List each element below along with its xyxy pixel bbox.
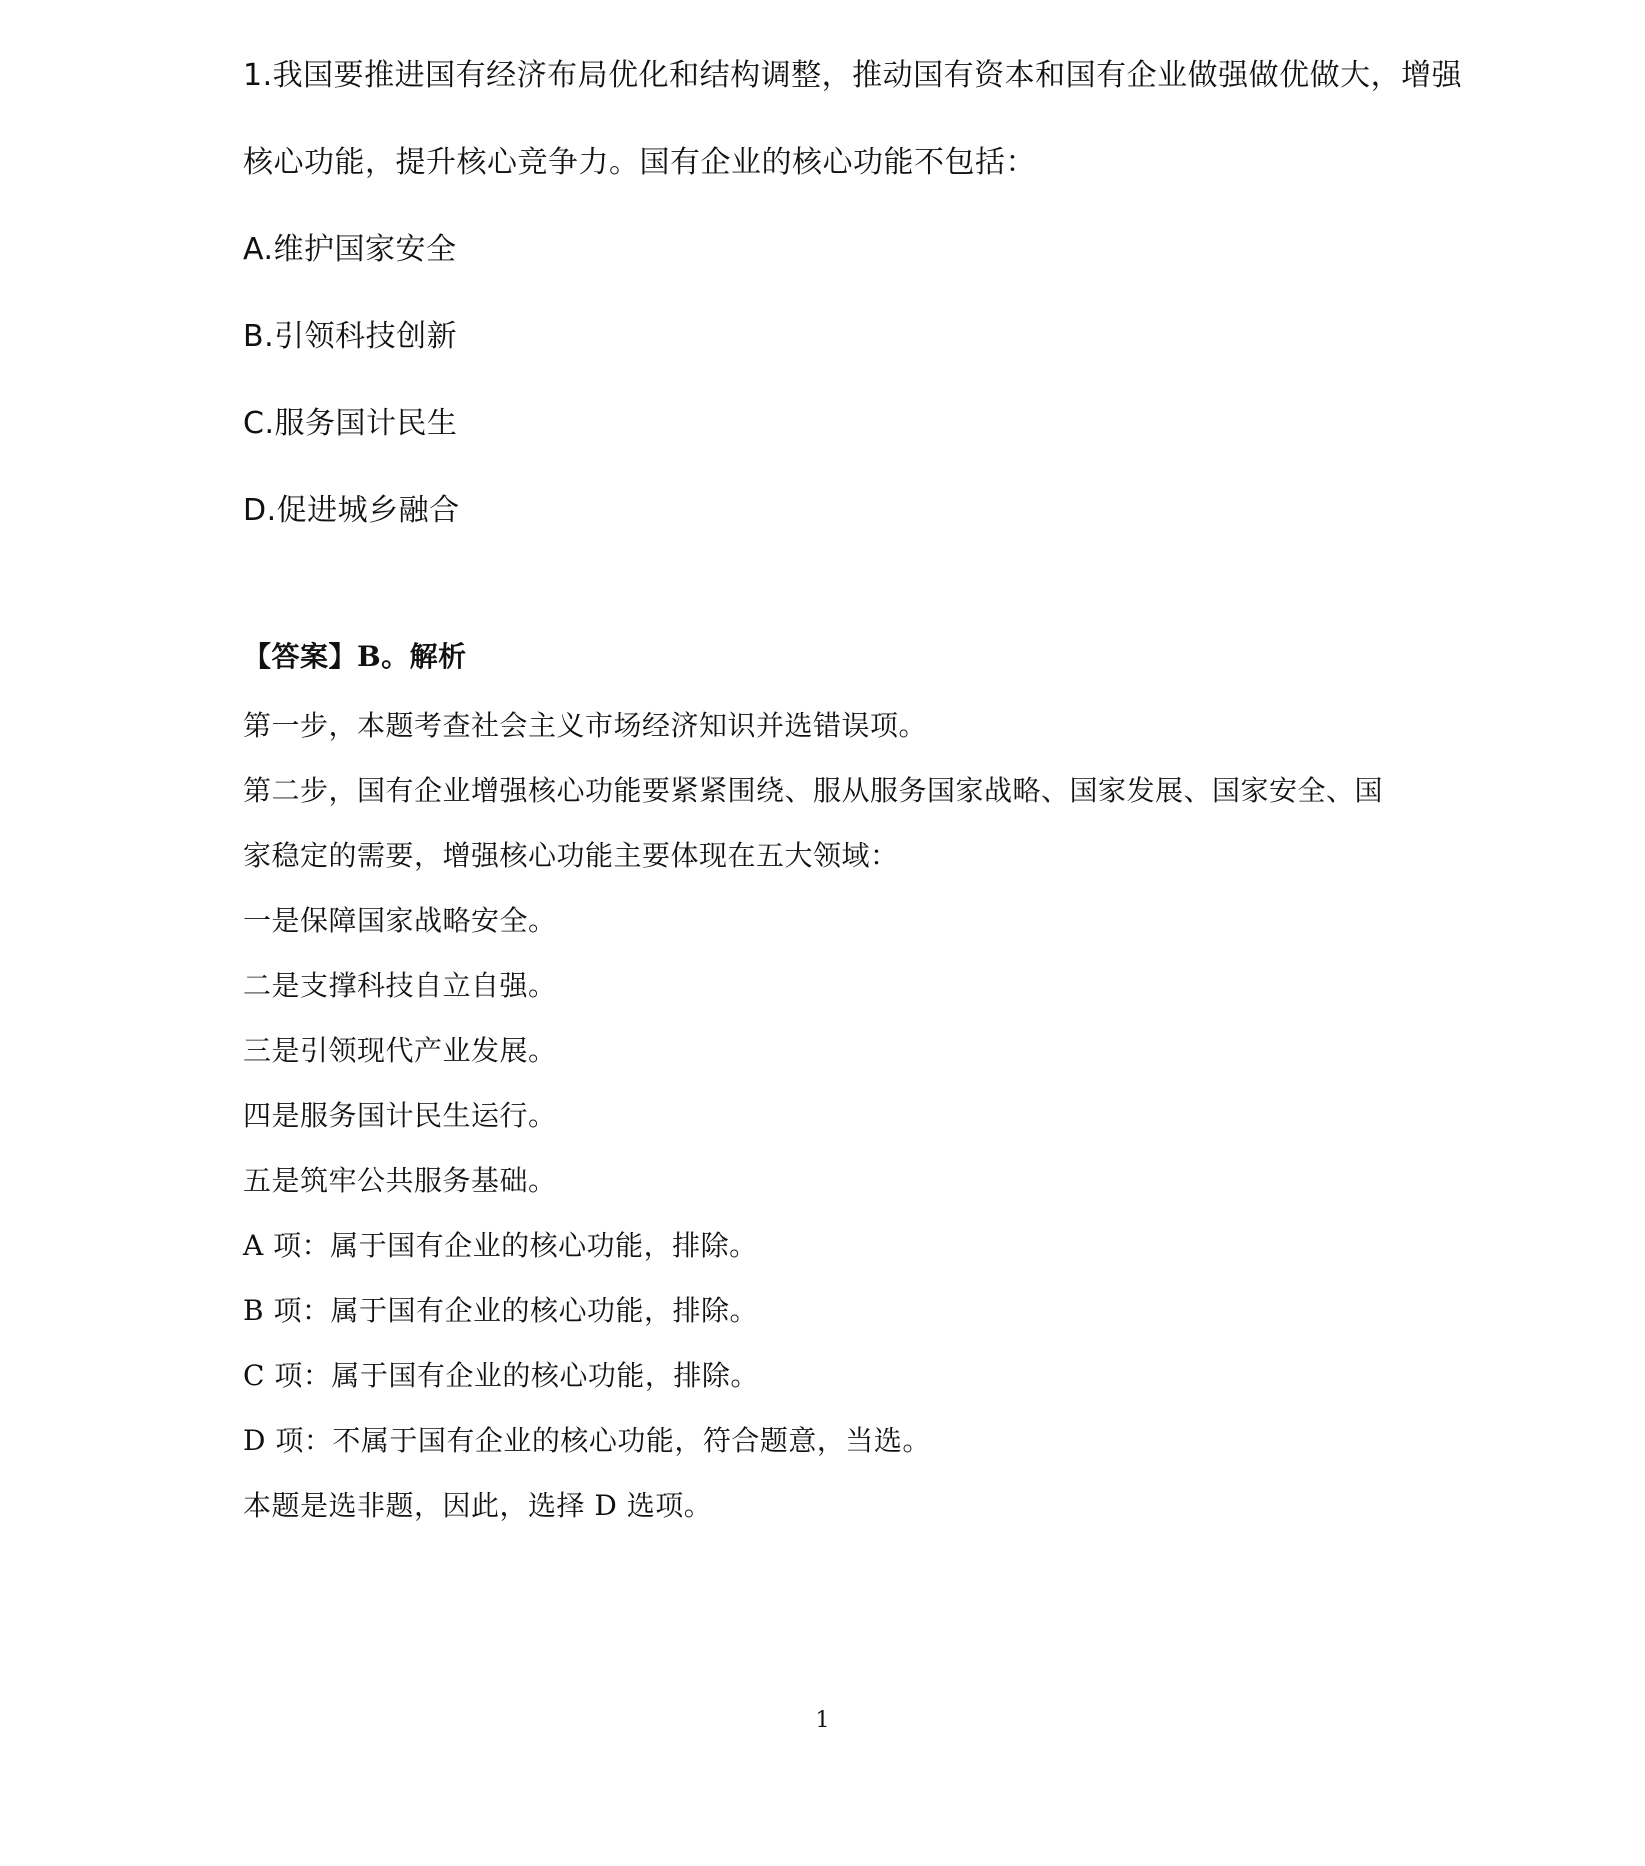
answer-heading: 【答案】B。解析 <box>243 640 467 673</box>
analysis-line: 一是保障国家战略安全。 <box>243 904 557 937</box>
analysis-line: A 项：属于国有企业的核心功能，排除。 <box>243 1229 758 1262</box>
option-c: C.服务国计民生 <box>243 406 458 441</box>
page-number: 1 <box>815 1708 830 1733</box>
analysis-line: 本题是选非题，因此，选择 D 选项。 <box>243 1489 713 1522</box>
analysis-line: 三是引领现代产业发展。 <box>243 1034 557 1067</box>
option-b: B.引领科技创新 <box>243 319 458 354</box>
question-stem-line-1: 1.我国要推进国有经济布局优化和结构调整，推动国有资本和国有企业做强做优做大，增强 <box>243 58 1463 93</box>
analysis-line: D 项：不属于国有企业的核心功能，符合题意，当选。 <box>243 1424 931 1457</box>
question-stem-line-2: 核心功能，提升核心竞争力。国有企业的核心功能不包括： <box>243 145 1036 180</box>
analysis-line: 五是筑牢公共服务基础。 <box>243 1164 557 1197</box>
analysis-line: 四是服务国计民生运行。 <box>243 1099 557 1132</box>
analysis-line: C 项：属于国有企业的核心功能，排除。 <box>243 1359 759 1392</box>
option-d: D.促进城乡融合 <box>243 493 460 528</box>
analysis-line: 第二步，国有企业增强核心功能要紧紧围绕、服从服务国家战略、国家发展、国家安全、国 <box>243 774 1384 807</box>
analysis-line: 二是支撑科技自立自强。 <box>243 969 557 1002</box>
analysis-line: B 项：属于国有企业的核心功能，排除。 <box>243 1294 758 1327</box>
option-a: A.维护国家安全 <box>243 232 457 267</box>
analysis-line: 第一步，本题考查社会主义市场经济知识并选错误项。 <box>243 709 928 742</box>
analysis-line: 家稳定的需要，增强核心功能主要体现在五大领域： <box>243 839 899 872</box>
